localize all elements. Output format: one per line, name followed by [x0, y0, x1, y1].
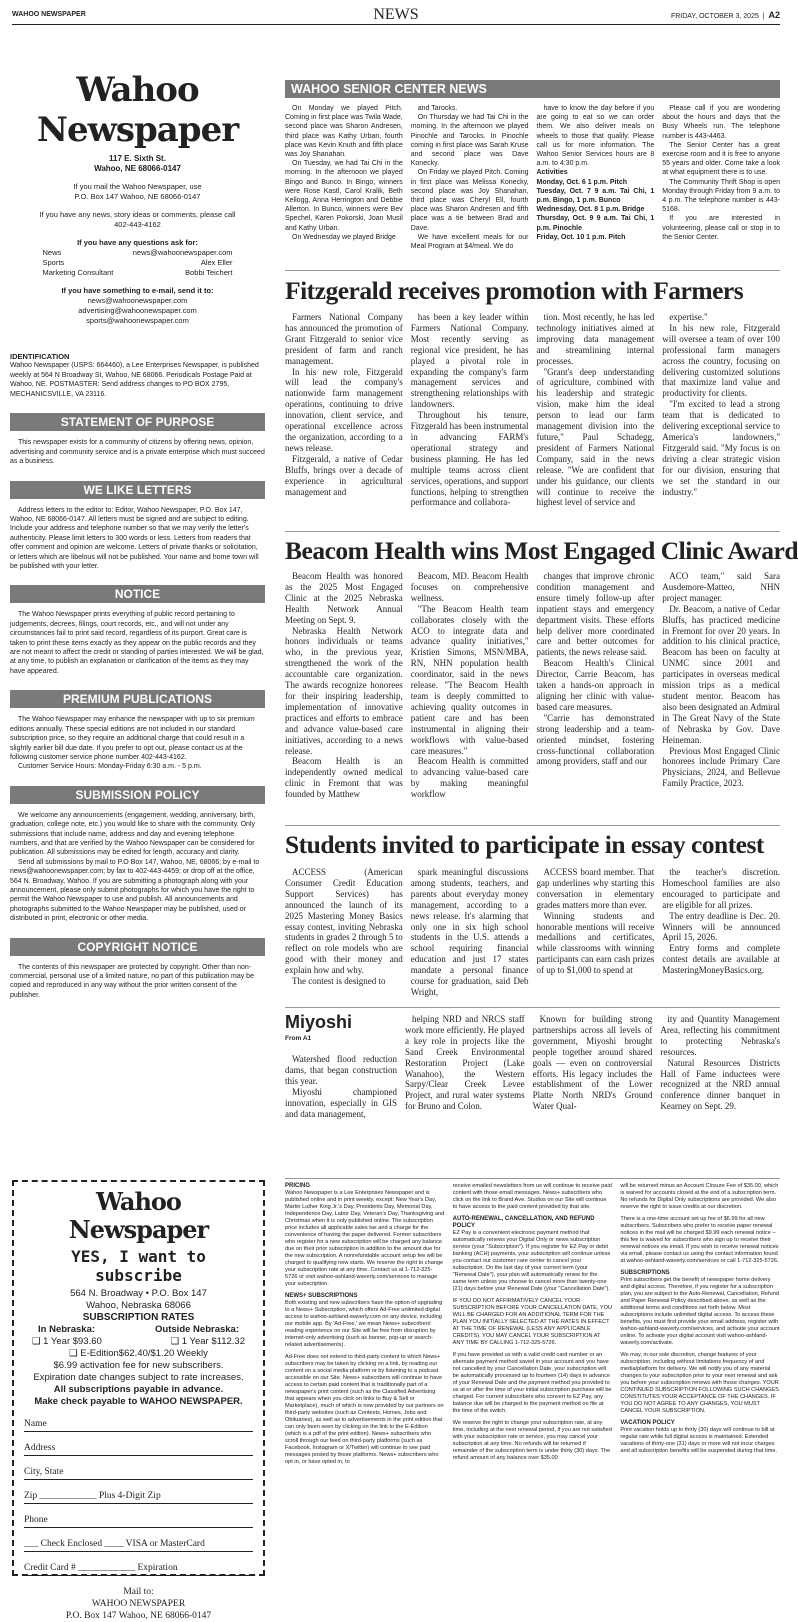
email-list: If you have something to e-mail, send it to: news@wahoonewspaper.com advertising@wahoonewspaper.com sports@wahoonewspaper.com [10, 286, 265, 326]
news-column: have to know the day before if you are going to eat so we can order them. We also deliver meals on wheels to those that qualify. Please call us for more information. The Wahoo Senior Services hours are 8 a.m. to 4:30 p.m. Activities Monday, Oct. 6 1 p.m. Pitch Tuesday, Oct. 7 9 a.m. Tai Chi, 1 p.m. Bingo, 1 p.m. Bunco Wednesday, Oct. 8 1 p.m. Bridge Thursday, Oct. 9 9 a.m. Tai Chi, 1 p.m. Pinochle Friday, Oct. 10 1 p.m. Pitch [536, 105, 655, 241]
policy-text: will be returned minus an Account Closure Fee of $35.00, which is waived for accounts closed at the end of a subscription term. No refunds for Digital Only subscriptions are provided. We also reserve the right to issue credits at our discretion. [620, 1183, 779, 1210]
form-field[interactable]: Credit Card # ____________ Expiration [24, 1563, 253, 1576]
section-banner: NOTICE [10, 585, 265, 603]
section-text: Send all submissions by mail to P.O Box 147, Wahoo, NE, 68066; by e-mail to news@wahoonewspaper.com; by fax to 402-443-4459; or drop off at the office, 564 N. Broadway, Wahoo. If you are submitting a photograph along with your announcement, please only submit photographs for which you have the right to permit the Wahoo Newspaper to use and publish. All announcements and photographs submitted to the Wahoo Newspaper may be published, used or distributed in print, electronic or other media. [10, 858, 260, 923]
article-column: tion. Most recently, he has led technology initiatives aimed at improving data management and streamlining internal processes. "Grant's deep understanding of agriculture, combined with his leadership and strategic vision, make him the ideal person to lead our farm management division into the future," Paul Schadegg, president of Farmers National Company, said in the news release. "We are confident that under his guidance, our clients will continue to receive the highest level of service and [536, 312, 655, 508]
identification: IDENTIFICATION Wahoo Newspaper (USPS: 664460), a Lee Enterprises Newspaper, is published weekly at 564 N Broadway St, Wahoo, NE 68066. Periodicals Postage Paid at Wahoo, NE. POSTMASTER: Send address changes to PO BOX 2795, MECHANICSVILLE, VA 23116. [10, 352, 259, 398]
news-info: If you have any news, story ideas or comments, please call 402-443-4162 [39, 210, 236, 229]
policy-text: Print subscribers get the benefit of newspaper home delivery and digital access. Therefore, if you register for a subscription plan, you are subject to the Auto-Renewal, Cancellation, Refund and Paper Renewal Policy described above, as well as the additional terms and conditions set forth below. Most subscriptions include unlimited digital access. To access these benefits, you must first provide your email address, register with wahoo-ashland-waverly.com/services, and activate your account online. To activate your digital account visit wahoo-ashland-waverly.com/activate. [620, 1277, 780, 1346]
policy-heading: NEWS+ SUBSCRIPTIONS [285, 1293, 358, 1299]
policy-text: If you have provided us with a valid credit card number or an alternate payment method saved in your account and you have not cancelled by your Cancellation Date, your subscription will be automatically processed up to fourteen (14) days in advance of your Renewal Date and the payment method you provided to us at or after the time of your initial subscription purchase will be charged. For current subscribers who convert to EZ Pay, any balance due will be charged to the payment method on file at the time of the switch. [452, 1352, 612, 1414]
section-text: Customer Service Hours: Monday-Friday 6:30 a.m. - 5 p.m. [18, 763, 202, 771]
policy-text: Ad-Free does not extend to third-party content to which News+ subscribers may be taken by clicking on a link, by reading our content on a social media platform or by listening to a podcast accessible on our Site. News+ subscribers will continue to have access to certain paid content that is traditionally part of a newspaper's print content (such as the Classified Advertising that appears when you click on links to Buy & Sell or Marketplace), much of which is now provided by our partners on third-party websites (such as Contests, Homes, Jobs and Obituaries), as well as to advertisements in the print edition that can only been seen by clicking on the link to the E-Edition (which is a pdf of the print edition). News+ subscribers who scroll through our feed on third-party platforms (such as Facebook, Instagram or X/Twitter) will continue to see paid messages posted by those platforms. News+ subscribers who opt in, or have opted in, to [285, 1354, 444, 1465]
section-text: The Wahoo Newspaper prints everything of public record pertaining to judgements, decrees, filings, court records, etc., and will not under any circumstances fail to print said record, regardless of its purport. Great care is taken to print these items exactly as they appear on the public records and they are not meant to affect the credit or standing of parties interested. We will be glad, at any time, to publish an explanation or clarification of the items as they may have appeared. [10, 611, 264, 675]
form-advance: All subscriptions payable in advance. [53, 1384, 224, 1395]
senior-center-banner: WAHOO SENIOR CENTER NEWS [285, 80, 780, 98]
policy-heading: SUBSCRIPTIONS [620, 1270, 670, 1276]
header-section: NEWS [373, 6, 419, 23]
form-mail-to: Mail to: WAHOO NEWSPAPER P.O. Box 147 Wahoo, NE 68066-0147 [65, 1587, 212, 1621]
article-paragraph: Miyoshi championed innovation, especially in GIS and data management, [285, 1086, 397, 1119]
article-column: ity and Quantity Management Area, reflecting his commitment to protecting Nebraska's resources. Natural Resources Districts Hall of Fame inductees were recognized at the NRD annual conference dinner banquet in Kearney on Sept. 29. [660, 1014, 781, 1112]
article-essay [285, 867, 780, 998]
policy-column [285, 1183, 445, 1578]
section-banner: WE LIKE LETTERS [10, 481, 265, 499]
section-text: The contents of this newspaper are protected by copyright. Other than non-commercial, personal use of a limited nature, no part of this publication may be copied and reproduced in any way without the prior written consent of the publisher. [10, 963, 254, 999]
section-text: The Wahoo Newspaper may enhance the newspaper with up to six premium editions annually. These special editions are not included in our standard subscription price, so they require an additional charge that could result in a slightly earlier bill due date. If you prefer to opt out, please contact us at the following customer service phone number 402-443-4162. [10, 716, 255, 761]
article-column: Known for building strong partnerships across all levels of government, Miyoshi brought people together around shared goals — even on controversial efforts. His legacy includes the establishment of the Lower Platte North NRD's Ground Water Qual- [532, 1014, 653, 1112]
section-banner: SUBMISSION POLICY [10, 786, 265, 804]
section-text: We welcome any announcements (engagement, wedding, anniversary, birth, graduation, college note, etc.) you would like to share with the community. Only submissions that include name, address and day and evening telephone numbers, and that are verified by the Wahoo Newspaper can be considered for publication. All submissions may be edited for length, accuracy and clarity. [10, 811, 256, 857]
section-banner: COPYRIGHT NOTICE [10, 938, 265, 956]
in-nebraska-option[interactable]: ❑ 1 Year $93.60 [32, 1336, 102, 1347]
article-column: has been a key leader within Farmers National Company. Most recently serving as regional vice president, he has played a pivotal role in expanding the company's farm management services and strengthening relationships with landowners. Throughout his tenure, Fitzgerald has been instrumental in advancing FARM's operational strategy and business planning. He has led multiple teams across client services, operations, and support functions, helping to strengthen performance and collabora- [410, 312, 529, 508]
section-text: This newspaper exists for a community of citizens by offering news, opinion, advertising and community service and is a private enterprise which must succeed as a business. [10, 439, 265, 466]
news-column: Please call if you are wondering about the hours and days that the Busy Wheels run. The telephone number is 443-4463. The Senior Center has a great exercise room and it is free to anyone 55 years and older. Come take a look at what equipment there is to use. The Community Thrift Shop is open Monday through Friday from 9 a.m. to 4 p.m. The telephone number is 443-5168. If you are interested in volunteering, please call or stop in to the Senior Center. [662, 105, 780, 241]
subscription-form [12, 1180, 265, 1621]
news-column: and Tarocks. On Thursday we had Tai Chi in the morning. In the afternoon we played Pinochle and Tarocks. In Pinochle coming in first place was Sarah Kruse and second place was Dave Konecky. On Friday we played Pitch. Coming in first place was Melissa Konecky, second place was Joy Shanahan, third place was Cheryl Ell, fourth place was Sharon Andresen and fifth place was a tie between Brad and Dave. We have excellent meals for our Meal Program at $4/meal. We do [410, 105, 529, 251]
form-field[interactable]: Address [24, 1443, 253, 1456]
article-headline: Beacom Health wins Most Engaged Clinic Award [285, 536, 798, 565]
left-column [10, 70, 265, 1000]
form-regions: In Nebraska: Outside Nebraska: [38, 1324, 239, 1335]
article-column: the teacher's discretion. Homeschool families are also encouraged to participate and are eligible for all prizes. The entry deadline is Dec. 20. Winners will be announced April 15, 2026. Entry forms and complete contest details are available at MasteringMoneyBasics.org. [662, 867, 780, 976]
policy-text: Print vacation holds up to thirty (30) days will continue to bill at regular rate while full digital access is maintained. Extended vacations of thirty-one (31) days or more will not incur charges and all subscription benefits will be suspended during that time. [620, 1427, 778, 1454]
page-number: A2 [768, 10, 780, 20]
policy-heading: AUTO-RENEWAL, CANCELLATION, AND REFUND POLICY [452, 1216, 595, 1229]
miyoshi-headline: Miyoshi [285, 1012, 353, 1032]
section-banner: STATEMENT OF PURPOSE [10, 413, 265, 431]
policy-text: Wahoo Newspaper is a Lee Enterprises Newspaper and is published online and in print weekly, except: New Year's Day, Martin Luther King Jr.'s Day, Presidents Day, Memorial Day, Independence Day, Labor Day, Veteran's Day, Thanksgiving and Christmas when it is only published online. The subscription price includes all applicable sales tax and a charge for the convenience of having the paper delivered. Former subscribers who register for a new subscription will be charged any balance due on their prior subscription in addition to the amount due for the new subscription. A nonrefundable account setup fee will be charged to qualifying new starts. We reserve the right to change your subscription rate at any time. Contact us at 1-712-325-5726 or visit wahoo-ashland-waverly.com/services to manage your subscription. [285, 1190, 445, 1287]
policy-text: We reserve the right to change your subscription rate, at any time, including at the next renewal period, if you are not satisfied with your subscription rate or service, you may cancel your subscription at any time. No refunds will be returned if remainder of the subscription term is under thirty (30) days. The refund amount of any balance over $35.00 [452, 1420, 612, 1461]
article-column: helping NRD and NRCS staff work more efficiently. He played a key role in projects like the Sand Creek Environmental Restoration Project (Lake Wanahoo), the Western Sarpy/Clear Creek Levee Project, and rural water systems for Bruno and Colon. [405, 1014, 525, 1112]
form-checks: Make check payable to WAHOO NEWSPAPER. [34, 1396, 243, 1407]
contact-row: News news@wahoonewspaper.com [42, 248, 233, 257]
contacts: If you have any questions ask for: News news@wahoonewspaper.com Sports Alex Eller Marketing Consultant Bobbi Teichert [42, 238, 233, 277]
policy-text: receive emailed newsletters from us will continue to receive paid content with those email messages. News+ subscribers who click on the link to Brand Ave. Studios on our Site will continue to have access to the paid content provided by that site. [452, 1183, 612, 1210]
form-field[interactable]: Name [24, 1419, 253, 1432]
page-header [0, 0, 792, 26]
senior-center-news [285, 104, 780, 251]
article-beacom [285, 571, 780, 800]
e-edition-option[interactable]: ❑ E-Edition$62.40/$1.20 Weekly [69, 1348, 208, 1359]
form-field[interactable]: ___ Check Enclosed ____ VISA or MasterCard [24, 1539, 253, 1552]
section-banner: PREMIUM PUBLICATIONS [10, 690, 265, 708]
policy-heading: VACATION POLICY [620, 1420, 675, 1426]
article-column: changes that improve chronic condition management and ensure timely follow-up after inpatient stays and emergency department visits. These efforts help deliver more coordinated care and better outcomes for patients, the news release said. Beacom Health's Clinical Director, Carrie Beacom, has taken a hands-on approach in aligning her clinic with value-based care measures. "Carrie has demonstrated strong leadership and a team-oriented mindset, fostering cross-functional collaboration among providers, staff and our [536, 571, 655, 767]
article-column: ACCESS (American Consumer Credit Education Support Services) has announced the launch of its 2025 Mastering Money Basics essay contest, inviting Nebraska students in grades 2 through 5 to reflect on role models who are good with their money and explain how and why. The contest is designed to [285, 867, 403, 987]
article-headline: Students invited to participate in essay contest [285, 830, 764, 859]
policy-text: Both existing and new subscribers have the option of upgrading to a News+ Subscription, which offers Ad-Free unlimited digital access to wahoo-ashland-waverly.com on any device, including our mobile app. By 'Ad-Free,' we mean News+ subscribers' reading experience on our Site will be free from disruption by internet-only advertising (such as banner, pop-up or search-related advertisements). [285, 1300, 443, 1348]
article-column: spark meaningful discussions among students, teachers, and parents about everyday money management, according to a news release. It's alarming that only one in six high school students in the U.S. attends a school requiring financial education and just 17 states mandate a personal finance course for graduation, said Deb Wright, [410, 867, 529, 997]
article-column: Farmers National Company has announced the promotion of Grant Fitzgerald to senior vice president of farm and ranch management. In his new role, Fitzgerald will lead the company's nationwide farm management operations, continuing to drive innovation, client service, and operational excellence across the organization, according to a news release. Fitzgerald, a native of Cedar Bluffs, brings over a decade of experience in agricultural management and [285, 312, 403, 497]
form-addr2: Wahoo, Nebraska 68066 [86, 1300, 191, 1311]
header-date: FRIDAY, OCTOBER 3, 2025 | A2 [670, 10, 780, 20]
policy-text: We may, in our sole discretion, change features of your subscription, including without limitations frequency of and media/platform for delivery. We will notify you of any material changes to your subscription prior to your next renewal and ask you before your subscription renews with those changes. YOUR CONTINUED SUBSCRIPTION FOLLOWING SUCH CHANGES CONSTITUTES YOUR ACCEPTANCE OF THE CHANGES. IF YOU DO NOT AGREE TO ANY CHANGES, YOU MUST CANCEL YOUR SUBSCRIPTION. [620, 1352, 779, 1414]
email-link[interactable]: advertising@wahoonewspaper.com [78, 306, 197, 315]
masthead-logo: Wahoo Newspaper [36, 70, 239, 150]
masthead-address: 117 E. Sixth St. Wahoo, NE 68066-0147 [94, 154, 181, 173]
policy-text: EZ Pay is a convenient electronic payment method that automatically renews your Digital Only or news subscription service (your "Subscription"). If you register for EZ Pay or debit banking (ACH) payments, your subscription will continue unless you contact our customer care center to cancel your subscription. On the last day of your current term (your "Renewal Date"), your plan will automatically renew for the same term unless you choose to cancel more than twenty-one (21) days before your Renewal Date (your "Cancellation Date"). [452, 1230, 611, 1292]
subscription-policy [285, 1183, 780, 1578]
contact-row: Marketing Consultant Bobbi Teichert [42, 268, 233, 277]
form-addr1: 564 N. Broadway • P.O. Box 147 [70, 1288, 207, 1299]
article-fitzgerald [285, 312, 780, 508]
mail-info: If you mail the Wahoo Newspaper, use P.O. Box 147 Wahoo, NE 68066-0147 [73, 182, 202, 201]
news-column: On Monday we played Pitch. Coming in first place was Twila Wade, second place was Sharon Andresen, third place was Kathy Urban, fourth place was Kevin Knuth and fifth place was Joy Shanahan. On Tuesday, we had Tai Chi in the morning. In the afternoon we played Bingo and Bunco. In Bingo, winners were Rose Kastl, Carol Kralik, Beth Kellogg, Anna Herrington and Debbie Allerton. In Bunco, winners were Bev Spechel, Karen Pokorski, Joan Musil and Kathy Urban. On Wednesday we played Bridge [285, 105, 403, 241]
form-prices [24, 1336, 253, 1348]
form-field[interactable]: Zip ____________ Plus 4-Digit Zip [24, 1491, 253, 1504]
miyoshi-lead [285, 1012, 397, 1119]
policy-column [620, 1183, 780, 1578]
miyoshi-from: From A1 [285, 1035, 312, 1042]
policy-text: There is a one-time account set up fee of $6.99 for all new subscribers. Subscribers who prefer to receive paper renewal notices in the mail will be charged $9.99 each renewal notice – this fee is waived for subscribers who sign up to receive their renewal notices via email. If you wish to receive renewal notices via email, please contact us using the contact information found at wahoo-ashland-waverly.com/services or call 1-712-325-5726. [620, 1216, 779, 1264]
policy-column [453, 1183, 613, 1578]
form-field[interactable]: City, State [24, 1467, 253, 1480]
form-rates-title: SUBSCRIPTION RATES [82, 1312, 195, 1323]
article-column: Beacom, MD. Beacom Health focuses on comprehensive wellness. "The Beacom Health team collaborates closely with the ACO to integrate data and advance quality initiatives," Kristien Simons, MSN/MBA, RN, NHN population health coordinator, said in the news release. "The Beacom Health team is deeply committed to achieving quality outcomes in patient care and has been instrumental in aligning their workflows with value-based care measures." Beacom Health is committed to advancing value-based care by making meaningful workflow [410, 571, 529, 800]
article-column: expertise." In his new role, Fitzgerald will oversee a team of over 100 professional farm managers across the country, focusing on delivering customized solutions that maximize land value and productivity for clients. "I'm excited to lead a strong team that is dedicated to delivering exceptional service to America's landowners," Fitzgerald said. "My focus is on driving a clear strategic vision for our division, ensuring that we set the standard in our industry." [662, 312, 780, 497]
email-link[interactable]: news@wahoonewspaper.com [87, 296, 188, 305]
header-paper-name: WAHOO NEWSPAPER [12, 11, 86, 18]
policy-heading: PRICING [285, 1183, 311, 1189]
form-headline: YES, I want to subscribe [71, 1247, 206, 1285]
article-column: ACO team," said Sara Ausdemore-Matteo, NHN project manager. Dr. Beacom, a native of Cedar Bluffs, has practiced medicine in Fremont for over 20 years. In addition to his clinical practice, Beacom has been on faculty at UNMC since 2001 and participates in overseas medical mission trips as a medical student mentor. Beacom has also been designated an Admiral in The Great Navy of the State of Nebraska by Gov. Dave Heineman. Previous Most Engaged Clinic honorees include Primary Care Physicians, 2024, and Bellevue Family Practice, 2023. [662, 571, 780, 789]
policy-text: IF YOU DO NOT AFFIRMATIVELY CANCEL YOUR SUBSCRIPTION BEFORE YOUR CANCELLATION DATE, YOU WILL BE CHARGED FOR AN ADDITIONAL TERM FOR THE PLAN YOU INITIALLY SELECTED AT THE RATES IN EFFECT AT THE TIME OF RENEWAL (LESS ANY APPLICABLE CREDITS). YOU MAY CANCEL YOUR SUBSCRIPTION AT ANY TIME BY CALLING 1-712-325-5726. [452, 1298, 613, 1346]
article-paragraph: Watershed flood reduction dams, that began construction this year. [285, 1054, 397, 1086]
form-field[interactable]: Phone [24, 1515, 253, 1528]
article-column: Beacom Health was honored as the 2025 Most Engaged Clinic at the 2025 Nebraska Health Network Annual Meeting on Sept. 9. Nebraska Health Network honors individuals or teams who, in the previous year, strengthened the work of the accountable care organization. The awards recognize honorees for their inspiring leadership, implementation of innovative practices and efforts to embrace and advance value-based care initiatives, according to a news release. Beacom Health is an independently owned medical clinic in Fremont that was founded by Matthew [285, 571, 403, 800]
miyoshi-body [405, 1014, 780, 1112]
article-column: ACCESS board member. That gap underlines why starting this conversation in elementary grades matters more than ever. Winning students and honorable mentions will receive medallions and certificates, while classrooms with winning participants can earn cash prizes of up to $1,000 to spend at [536, 867, 655, 976]
email-link[interactable]: sports@wahoonewspaper.com [86, 316, 189, 325]
contact-row: Sports Alex Eller [42, 258, 233, 267]
outside-nebraska-option[interactable]: ❑ 1 Year $112.32 [170, 1336, 245, 1347]
section-text: Address letters to the editor to: Editor, Wahoo Newspaper, P.O. Box 147, Wahoo, NE 68066-0147. All letters must be signed and are subject to editing. Include your address and telephone number so that we may verify the letter's authenticity. Please limit letters to 300 words or less. Letters from readers that offer comment and opinion are welcome. Letters of private thanks or solicitation, or letters which are libelous will not be published. Your name and home town will be published with your letter. [10, 506, 259, 571]
article-headline: Fitzgerald receives promotion with Farmers [285, 276, 744, 305]
form-exp: Expiration date changes subject to rate increases. [33, 1372, 244, 1383]
form-fee: $6.99 activation fee for new subscribers. [53, 1360, 224, 1371]
form-logo: Wahoo Newspaper [68, 1187, 209, 1244]
